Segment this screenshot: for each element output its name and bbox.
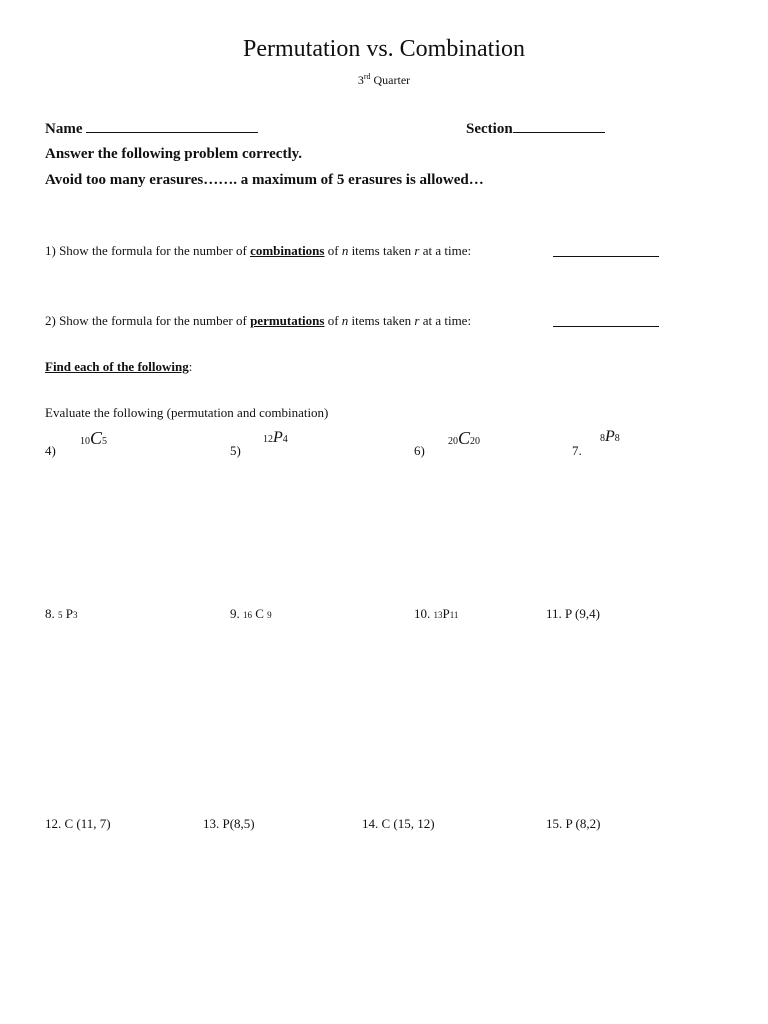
name-blank[interactable]	[86, 119, 258, 133]
item-10-n: 13	[433, 610, 443, 620]
q2-text-pre: 2) Show the formula for the number of	[45, 313, 251, 328]
instruction-line-2: Avoid too many erasures……. a maximum of 5 erasures is allowed…	[45, 172, 484, 188]
item-12	[45, 816, 111, 832]
item-6-n: 20	[448, 436, 458, 447]
evaluate-instruction: Evaluate the following (permutation and combination)	[45, 405, 329, 420]
q2-r: r	[414, 313, 420, 328]
item-9-number: 9.	[230, 606, 240, 621]
item-8-number: 8.	[45, 606, 55, 621]
find-heading-colon: :	[188, 359, 193, 374]
name-field	[45, 119, 258, 138]
item-4-r: 5	[102, 436, 108, 447]
item-6-number: 6)	[414, 443, 425, 458]
q2-keyword: permutations	[250, 313, 325, 328]
section-field	[466, 119, 605, 138]
item-9-n: 16	[243, 610, 252, 620]
name-label: Name	[45, 121, 83, 137]
q1-text-mid2: items taken	[348, 243, 415, 258]
item-14-number: 14.	[362, 816, 379, 831]
item-9-letter: C	[255, 606, 264, 621]
item-6-letter: C	[458, 428, 471, 448]
quarter-word: Quarter	[373, 73, 411, 87]
item-6-r: 20	[470, 436, 481, 447]
item-15-number: 15.	[546, 816, 563, 831]
item-10	[414, 606, 458, 622]
q2-text-mid1: of	[324, 313, 342, 328]
item-5-r: 4	[282, 434, 288, 445]
item-15-text: P (8,2)	[565, 816, 601, 831]
item-7-letter: P	[605, 428, 615, 445]
find-heading-text: Find each of the following	[45, 359, 189, 374]
item-7-n: 8	[600, 433, 605, 444]
item-12-text: C (11, 7)	[64, 816, 111, 831]
q1-text-post: at a time:	[419, 243, 472, 258]
section-blank[interactable]	[513, 119, 605, 133]
item-14-text: C (15, 12)	[381, 816, 435, 831]
item-13-number: 13.	[203, 816, 220, 831]
item-11-text: P (9,4)	[565, 606, 600, 621]
item-13	[203, 816, 255, 832]
q1-n: n	[341, 243, 349, 258]
item-11-number: 11.	[546, 606, 562, 621]
q2-text-mid2: items taken	[348, 313, 415, 328]
section-label: Section	[466, 121, 513, 137]
item-8-r: 3	[72, 610, 78, 620]
item-14	[362, 816, 435, 832]
quarter-ordinal: rd	[363, 72, 371, 81]
q1-text-pre: 1) Show the formula for the number of	[45, 243, 251, 258]
q2-n: n	[341, 313, 349, 328]
quarter-subtitle	[0, 72, 768, 88]
q1-answer-blank[interactable]	[553, 243, 659, 262]
item-8-letter: P	[65, 606, 73, 621]
item-10-letter: P	[442, 606, 450, 621]
item-7-r: 8	[614, 433, 620, 444]
item-5-expression	[263, 429, 288, 447]
item-4-expression	[80, 428, 107, 449]
q1-keyword: combinations	[250, 243, 325, 258]
item-4-letter: C	[90, 428, 103, 448]
item-12-number: 12.	[45, 816, 62, 831]
item-9	[230, 606, 272, 622]
quarter-number: 3	[357, 73, 364, 87]
item-8	[45, 606, 77, 622]
item-9-r: 9	[267, 610, 272, 620]
item-4-n: 10	[80, 436, 90, 447]
item-7-number: 7.	[572, 443, 582, 458]
item-7-expression	[600, 428, 620, 446]
q2-answer-blank[interactable]	[553, 313, 659, 332]
item-5-n: 12	[263, 434, 273, 445]
page-title: Permutation vs. Combination	[243, 36, 525, 62]
item-6-expression	[448, 428, 480, 449]
item-10-number: 10.	[414, 606, 431, 621]
item-15	[546, 816, 600, 832]
item-11	[546, 606, 600, 622]
item-5-number: 5)	[230, 443, 241, 458]
item-10-r: 11	[449, 610, 459, 620]
item-5-letter: P	[273, 429, 283, 446]
q2-text-post: at a time:	[419, 313, 472, 328]
item-4-number: 4)	[45, 443, 56, 458]
question-1	[45, 243, 471, 259]
item-8-n: 5	[58, 610, 63, 620]
instruction-line-1: Answer the following problem correctly.	[45, 146, 303, 162]
q1-text-mid1: of	[324, 243, 342, 258]
q1-r: r	[414, 243, 420, 258]
find-heading	[45, 359, 192, 375]
item-13-text: P(8,5)	[222, 816, 255, 831]
question-2	[45, 313, 471, 329]
